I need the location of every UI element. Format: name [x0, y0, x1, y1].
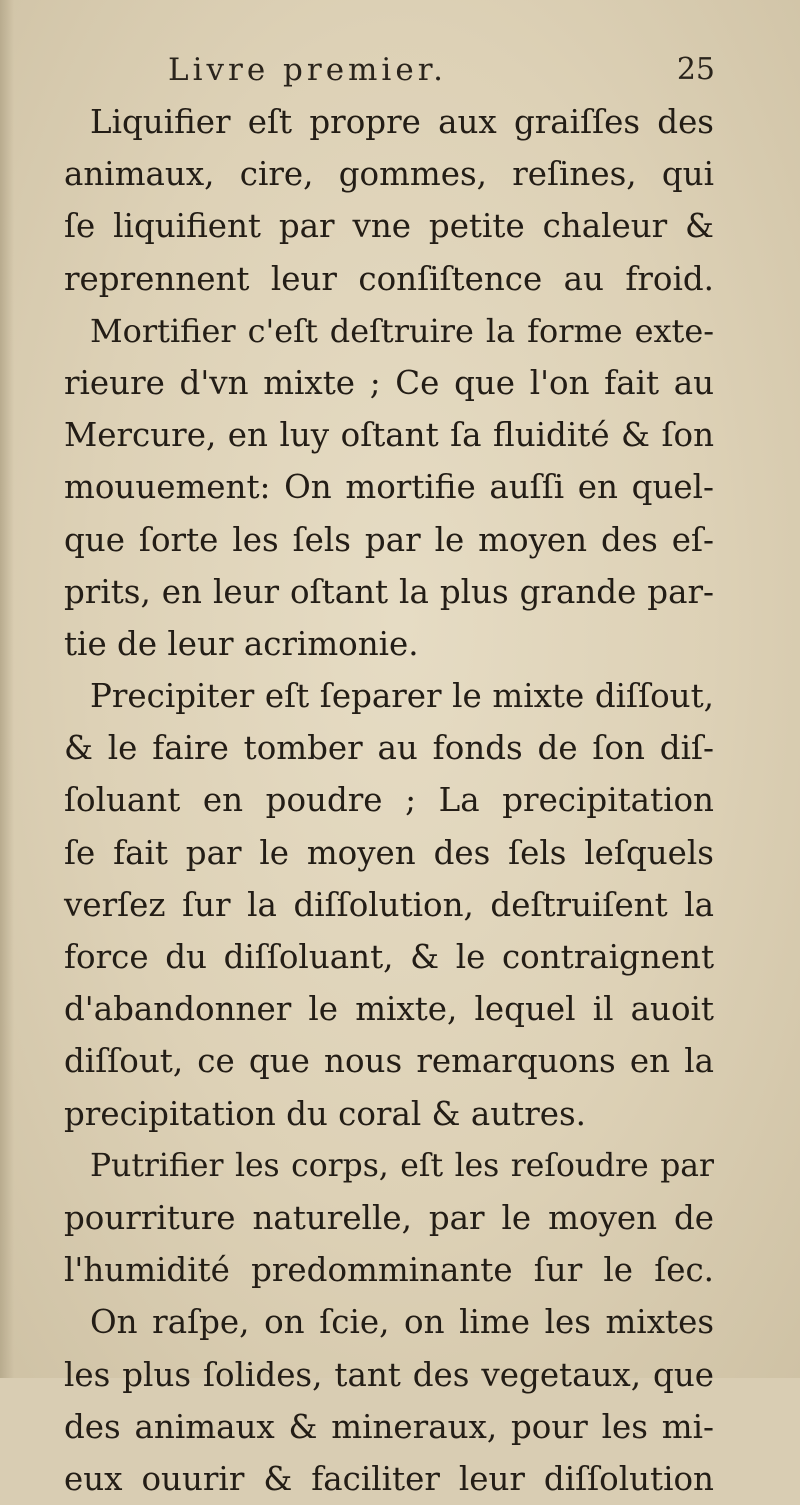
running-head	[60, 52, 715, 100]
text-line: prits, en leur oſtant la plus grande par-	[64, 572, 714, 611]
text-line: d'abandonner le mixte, lequel il auoit	[64, 990, 714, 1029]
text-line: que ſorte les ſels par le moyen des eſ-	[64, 520, 714, 559]
text-line: les plus ſolides, tant des vegetaux, que	[64, 1355, 714, 1394]
running-title: Livre premier.	[168, 52, 447, 88]
text-line: force du diſſoluant, & le contraignent	[64, 938, 714, 976]
text-line: verſez ſur la diſſolution, deſtruiſent la	[64, 885, 714, 924]
page-number: 25	[676, 52, 715, 87]
text-line: eux ouurir & faciliter leur diſſolution	[64, 1459, 714, 1498]
body-text	[64, 96, 714, 1505]
text-line: Liquifier eſt propre aux graiſſes des	[90, 103, 714, 141]
text-line: Mercure, en luy oſtant ſa fluidité & ſon	[64, 416, 714, 455]
text-line: Precipiter eſt ſeparer le mixte diſſout,	[90, 677, 714, 716]
page-gutter-shadow	[0, 0, 14, 1378]
text-line: & le faire tomber au fonds de ſon diſ-	[64, 729, 714, 768]
text-line: reprennent leur conſiſtence au froid.	[64, 259, 714, 298]
text-line: ſe fait par le moyen des ſels leſquels	[64, 833, 714, 872]
text-line: rieure d'vn mixte ; Ce que l'on fait au	[64, 363, 714, 402]
text-line: Mortifier c'eſt deſtruire la forme exte-	[90, 311, 714, 350]
text-line: l'humidité predomminante ſur le ſec.	[64, 1251, 714, 1290]
text-line: On raſpe, on ſcie, on lime les mixtes	[90, 1303, 714, 1342]
text-line: ſoluant en poudre ; La precipitation	[64, 781, 714, 820]
text-line: Putrifier les corps, eſt les reſoudre par	[90, 1147, 714, 1184]
text-line: pourriture naturelle, par le moyen de	[64, 1198, 714, 1237]
text-line: mouuement: On mortifie auſſi en quel-	[64, 468, 714, 507]
text-line: animaux, cire, gommes, reſines, qui	[64, 155, 714, 194]
text-line: tie de leur acrimonie.	[64, 624, 419, 663]
text-line: diſſout, ce que nous remarquons en la	[64, 1042, 714, 1081]
text-line: ſe liquifient par vne petite chaleur &	[64, 207, 714, 246]
text-line: des animaux & mineraux, pour les mi-	[64, 1407, 714, 1446]
text-line: precipitation du coral & autres.	[64, 1094, 586, 1133]
